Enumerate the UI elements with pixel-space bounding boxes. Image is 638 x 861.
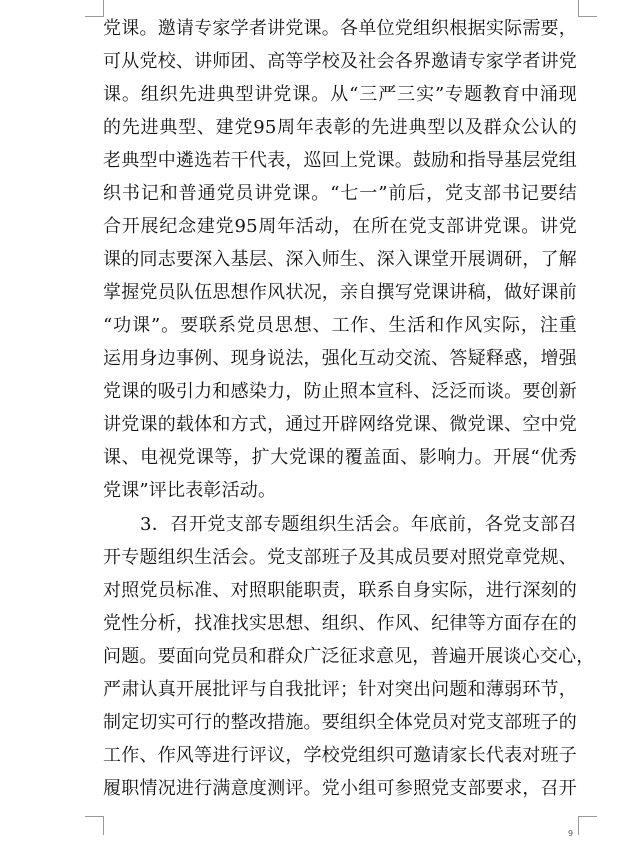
text-line: 合开展纪念建党95周年活动，在所在党支部讲党课。讲党 xyxy=(103,216,577,237)
text-line: 党课”评比表彰活动。 xyxy=(103,480,277,501)
text-line: 课。组织先进典型讲党课。从“三严三实”专题教育中涌现 xyxy=(103,84,577,105)
text-line: 工作、作风等进行评议，学校党组织可邀请家长代表对班子 xyxy=(103,745,577,766)
text-line: 3．召开党支部专题组织生活会。年底前，各党支部召 xyxy=(103,514,577,535)
text-line: 可从党校、讲师团、高等学校及社会各界邀请专家学者讲党 xyxy=(103,51,577,72)
page-number: 9 xyxy=(568,829,574,838)
text-line: 的先进典型、建党95周年表彰的先进典型以及群众公认的 xyxy=(103,117,577,138)
text-line: 党性分析，找准找实思想、组织、作风、纪律等方面存在的 xyxy=(103,613,577,634)
text-line: 对照党员标准、对照职能职责，联系自身实际，进行深刻的 xyxy=(103,580,577,601)
text-line: 问题。要面向党员和群众广泛征求意见，普遍开展谈心交心， xyxy=(103,646,595,667)
text-line: 党课。邀请专家学者讲党课。各单位党组织根据实际需要， xyxy=(103,18,577,39)
text-line: 讲党课的载体和方式，通过开辟网络党课、微党课、空中党 xyxy=(103,414,577,435)
text-line: 课的同志要深入基层、深入师生、深入课堂开展调研，了解 xyxy=(103,249,577,270)
text-line: 开专题组织生活会。党支部班子及其成员要对照党章党规、 xyxy=(103,547,577,568)
text-line: 党课的吸引力和感染力，防止照本宣科、泛泛而谈。要创新 xyxy=(103,381,577,402)
text-line: 制定切实可行的整改措施。要组织全体党员对党支部班子的 xyxy=(103,712,577,733)
text-line: 课、电视党课等，扩大党课的覆盖面、影响力。开展“优秀 xyxy=(103,447,577,468)
text-line: 老典型中遴选若干代表，巡回上党课。鼓励和指导基层党组 xyxy=(103,150,577,171)
text-line: 运用身边事例、现身说法，强化互动交流、答疑释惑，增强 xyxy=(103,348,577,369)
text-line: 织书记和普通党员讲党课。“七一”前后，党支部书记要结 xyxy=(103,183,577,204)
text-line: 履职情况进行满意度测评。党小组可参照党支部要求，召开 xyxy=(103,778,577,799)
text-line: 掌握党员队伍思想作风状况，亲自撰写党课讲稿，做好课前 xyxy=(103,282,577,303)
text-line: “功课”。要联系党员思想、工作、生活和作风实际，注重 xyxy=(103,315,577,336)
text-line: 严肃认真开展批评与自我批评；针对突出问题和薄弱环节， xyxy=(103,679,577,700)
